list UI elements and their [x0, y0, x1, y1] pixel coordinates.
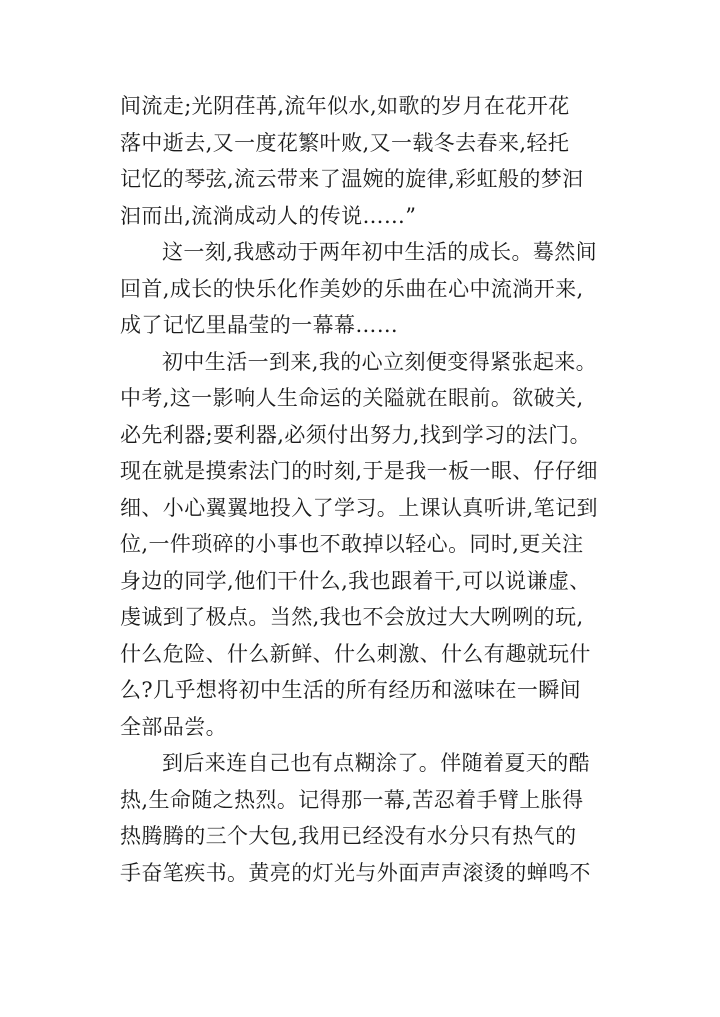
paragraph-4	[120, 745, 604, 891]
text-line: 什么危险、什么新鲜、什么刺激、什么有趣就玩什	[120, 641, 591, 666]
text-line: 虔诚到了极点。当然,我也不会放过大大咧咧的玩,	[120, 605, 584, 629]
text-line: 位,一件琐碎的小事也不敢掉以轻心。同时,更关注	[120, 532, 584, 556]
text-line: 记忆的琴弦,流云带来了温婉的旋律,彩虹般的梦汩	[120, 167, 584, 191]
text-line: 间流走;光阴荏苒,流年似水,如歌的岁月在花开花	[120, 94, 570, 118]
document-body	[120, 88, 604, 891]
text-line: 么?几乎想将初中生活的所有经历和滋味在一瞬间	[120, 678, 582, 702]
text-line: 中考,这一影响人生命运的关隘就在眼前。欲破关,	[120, 386, 584, 410]
paragraph-3	[120, 344, 604, 746]
text-line: 回首,成长的快乐化作美妙的乐曲在心中流淌开来,	[120, 276, 584, 301]
text-line: 汩而出,流淌成动人的传说……”	[120, 203, 417, 228]
text-line: 手奋笔疾书。黄亮的灯光与外面声声滚烫的蝉鸣不	[120, 860, 591, 885]
text-line: 细、小心翼翼地投入了学习。上课认真听讲,笔记到	[120, 495, 598, 520]
text-line: 成了记忆里晶莹的一幕幕……	[120, 313, 399, 337]
text-line: 落中逝去,又一度花繁叶败,又一载冬去春来,轻托	[120, 130, 570, 155]
text-line: 现在就是摸索法门的时刻,于是我一板一眼、仔仔细	[120, 459, 598, 483]
text-line: 这一刻,我感动于两年初中生活的成长。蓦然间	[162, 240, 598, 264]
paragraph-2	[120, 234, 604, 344]
text-line: 身边的同学,他们干什么,我也跟着干,可以说谦虚、	[120, 568, 591, 593]
text-line: 必先利器;要利器,必须付出努力,找到学习的法门。	[120, 422, 592, 447]
text-line: 初中生活一到来,我的心立刻便变得紧张起来。	[162, 349, 598, 374]
text-line: 全部品尝。	[120, 714, 227, 739]
text-line: 热腾腾的三个大包,我用已经没有水分只有热气的	[120, 824, 577, 848]
paragraph-1	[120, 88, 604, 234]
text-line: 热,生命随之热烈。记得那一幕,苦忍着手臂上胀得	[120, 787, 584, 812]
text-line: 到后来连自己也有点糊涂了。伴随着夏天的酷	[162, 751, 590, 775]
